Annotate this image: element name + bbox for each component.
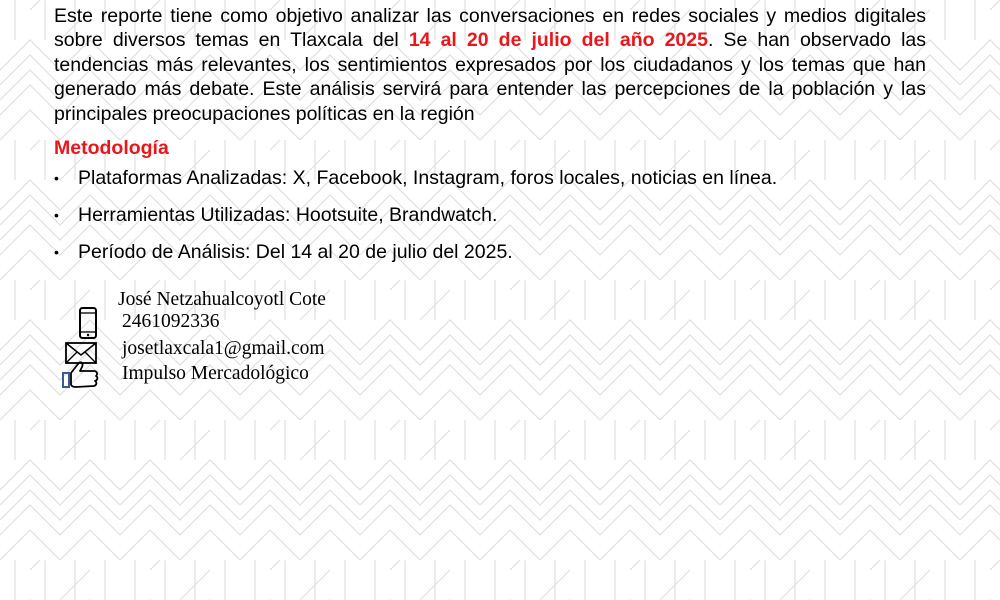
intro-text-start: Este reporte tiene como objetivo analizar las conversaciones en redes sociales y medios digitales sobre diversos temas en Tlaxcala del — [54, 5, 926, 52]
contact-name: José Netzahualcoyotl Cote — [118, 289, 326, 310]
contact-facebook: Impulso Mercadológico — [122, 363, 309, 384]
bullet-icon: • — [54, 244, 59, 261]
methodology-list — [54, 166, 926, 264]
report-body — [54, 4, 926, 277]
list-item-text: Plataformas Analizadas: X, Facebook, Instagram, foros locales, noticias en línea. — [78, 167, 778, 190]
thumbs-up-icon — [60, 360, 102, 390]
methodology-heading: Metodología — [54, 137, 169, 160]
phone-icon — [76, 306, 100, 340]
list-item — [54, 240, 926, 264]
intro-text-end: . Se han observado las tendencias más relevantes, los sentimientos expresados por los ciudadanos y los temas que han generado más debate. Este análisis servirá para entender las percepciones de la población y las principales preocupaciones políticas en la región — [54, 29, 926, 125]
intro-date-highlight: 14 al 20 de julio del año 2025 — [408, 29, 708, 52]
list-item-text: Herramientas Utilizadas: Hootsuite, Brandwatch. — [78, 204, 498, 227]
list-item — [54, 166, 926, 190]
list-item-text: Período de Análisis: Del 14 al 20 de julio del 2025. — [78, 241, 513, 264]
contact-phone: 2461092336 — [122, 311, 220, 332]
bullet-icon: • — [54, 170, 59, 187]
intro-paragraph — [54, 4, 926, 126]
list-item — [54, 203, 926, 227]
bullet-icon: • — [54, 207, 59, 224]
contact-email[interactable]: josetlaxcala1@gmail.com — [122, 338, 325, 359]
